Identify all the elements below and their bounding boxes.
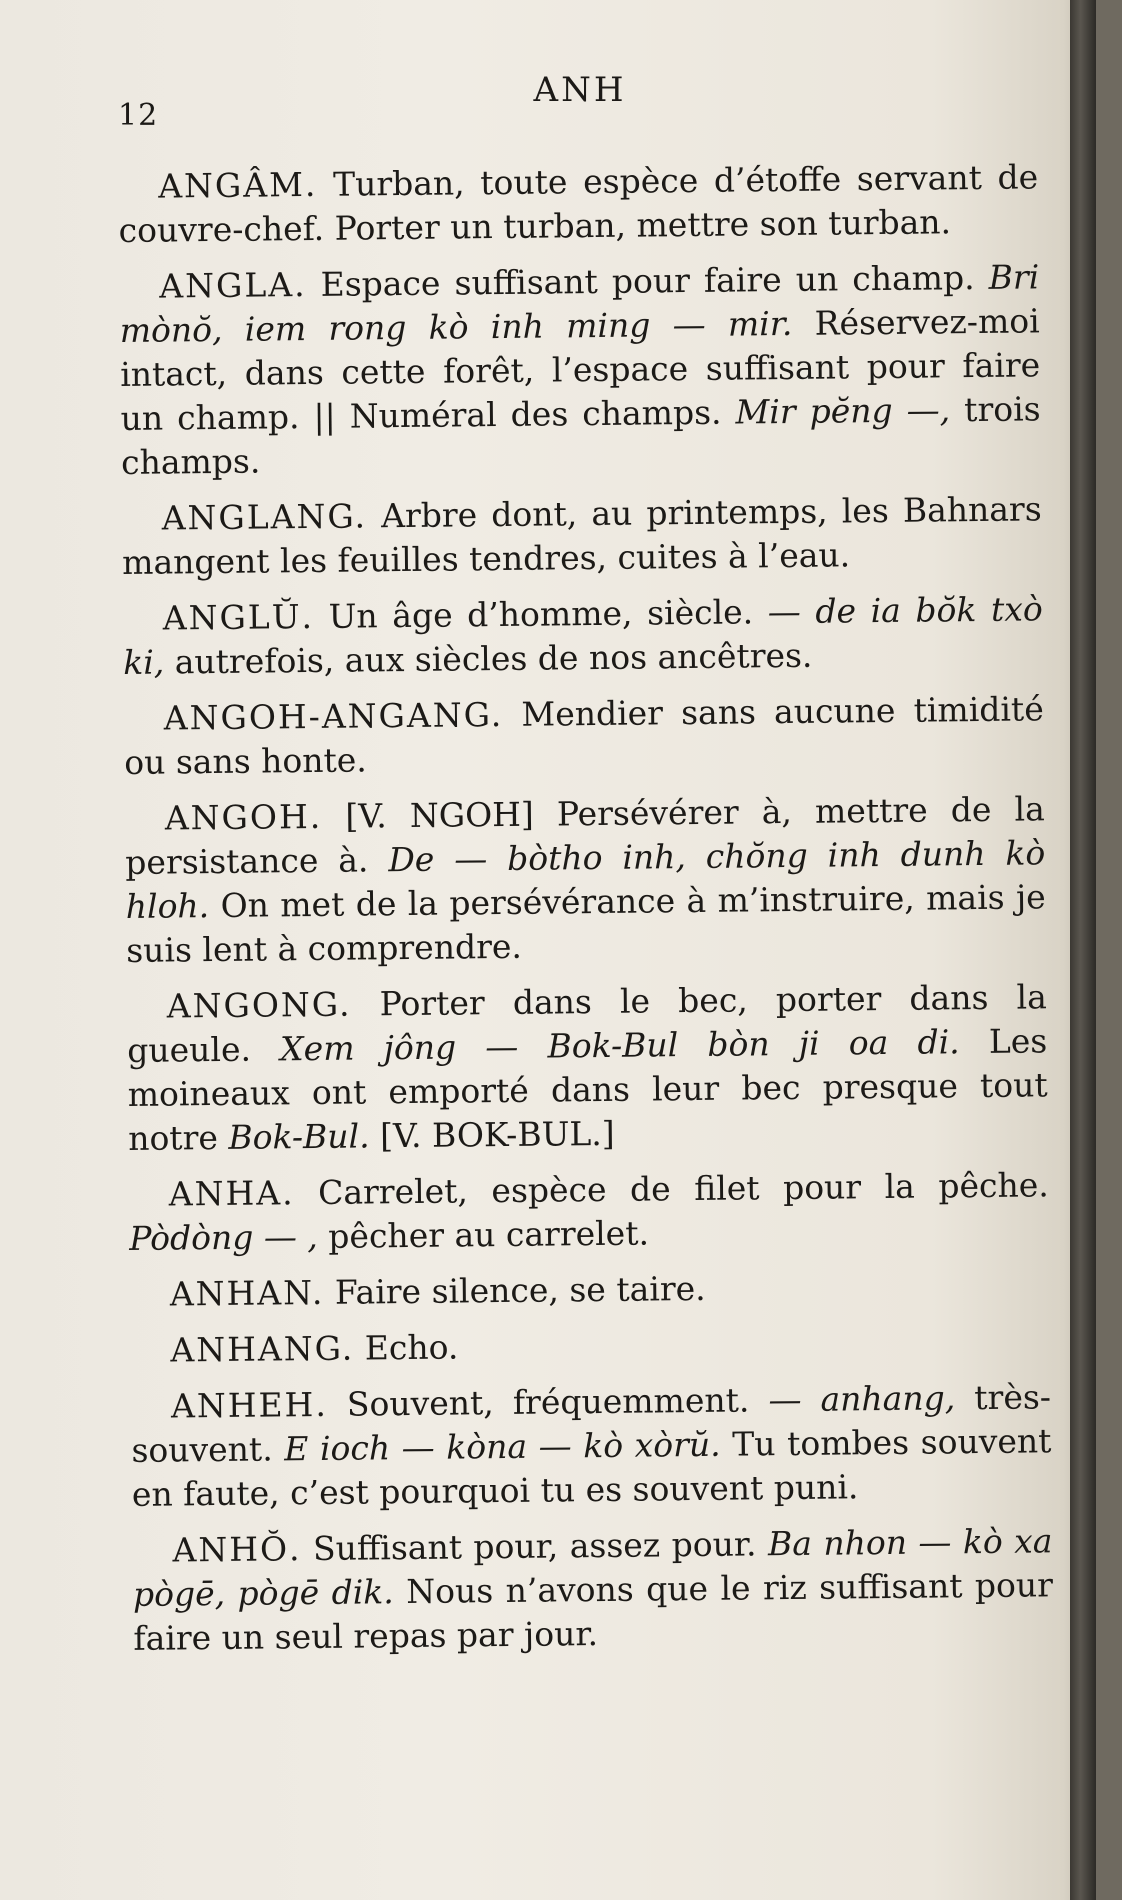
dictionary-entry — [131, 1375, 1052, 1517]
translation: pêcher au carrelet. — [328, 1213, 650, 1256]
book-spine — [1070, 0, 1096, 1900]
definition: Arbre dont, au printemps, les Bahnars mangent les feuilles tendres, cuites à l’eau. — [121, 489, 1042, 582]
dictionary-entry — [132, 1519, 1053, 1661]
translation: Nous n’avons que le riz suffisant pour faire un seul repas par jour. — [133, 1565, 1054, 1658]
cross-reference: [V. BOK-BUL.] — [379, 1113, 615, 1156]
page-number: 12 — [118, 98, 159, 133]
dictionary-entry — [130, 1319, 1050, 1373]
dictionary-entry — [130, 1263, 1050, 1317]
definition: Espace suffisant pour faire un champ. — [320, 258, 975, 304]
translation: Réservez-moi intact, dans cette forêt, l’espace suffisant pour faire un champ. || Numéral des champs. — [119, 301, 1041, 438]
definition: Un âge d’homme, siècle. — [328, 592, 754, 636]
headword: ANGLA. — [159, 265, 307, 306]
dictionary-entry — [125, 787, 1047, 973]
headword: ANGLŬ. — [162, 596, 315, 638]
example: Bri mònŏ, iem rong kò inh ming — mir. — [119, 257, 1040, 350]
definition: Turban, toute espèce d’étoffe servant de couvre-chef. Porter un turban, mettre son turban. — [118, 157, 1039, 250]
definition: Souvent, fréquemment. — [346, 1380, 750, 1424]
example: Ba nhon — kò xa pògē, pògē dik. — [132, 1521, 1053, 1614]
translation: Les moineaux ont emporté dans leur bec presque tout notre — [127, 1021, 1048, 1158]
example: Mir pĕng —, — [735, 390, 951, 432]
dictionary-entry — [123, 587, 1044, 685]
headword: ANGOH-ANGANG. — [163, 694, 504, 738]
translation: très-souvent. — [131, 1377, 1052, 1470]
example: Xem jông — Bok-Bul bòn ji oa di. — [279, 1022, 960, 1069]
example: Bok-Bul. — [228, 1116, 370, 1157]
headword: ANHA. — [168, 1173, 295, 1214]
headword: ANGOH. — [164, 796, 323, 838]
dictionary-entry — [119, 255, 1041, 485]
definition: Suffisant pour, assez pour. — [312, 1524, 757, 1569]
dictionary-entry — [127, 975, 1049, 1161]
dictionary-entry — [129, 1163, 1050, 1261]
translation: trois champs. — [120, 389, 1041, 482]
headword: ANGONG. — [166, 984, 352, 1026]
definition: Echo. — [364, 1327, 459, 1368]
headword: ANHEH. — [170, 1384, 329, 1426]
definition: Mendier sans aucune timidité ou sans honte. — [124, 689, 1044, 782]
headword: ANGLANG. — [161, 496, 368, 538]
example: — anhang, — [768, 1378, 956, 1420]
headword: ANHANG. — [170, 1328, 355, 1370]
definition: Faire silence, se taire. — [334, 1268, 706, 1312]
headword: ANHŎ. — [172, 1529, 302, 1570]
example: E ioch — kòna — kò xòrŭ. — [284, 1424, 721, 1469]
cross-reference: [V. NGOH] — [345, 794, 535, 836]
translation: Tu tombes souvent en faute, c’est pourquoi tu es souvent puni. — [131, 1421, 1052, 1514]
dictionary-entry — [118, 155, 1039, 253]
definition: Persévérer à, mettre de la persistance à. — [125, 789, 1045, 882]
example: — de ia bŏk txò ki, — [123, 589, 1043, 682]
example: Pòdòng — , — [129, 1216, 319, 1258]
definition: Porter dans le bec, porter dans la gueule. — [127, 977, 1047, 1070]
example: De — bòtho inh, chŏng inh dunh kò hloh. — [125, 833, 1046, 926]
headword: ANGÂM. — [158, 164, 318, 206]
dictionary-entry — [124, 687, 1045, 785]
running-head: ANH — [533, 70, 627, 110]
translation: autrefois, aux siècles de nos ancêtres. — [174, 635, 813, 682]
translation: On met de la persévérance à m’instruire, mais je suis lent à comprendre. — [126, 877, 1046, 970]
dictionary-entry — [121, 487, 1042, 585]
dictionary-entries — [118, 155, 1054, 1673]
headword: ANHAN. — [169, 1272, 325, 1314]
definition: Carrelet, espèce de filet pour la pêche. — [317, 1165, 1049, 1212]
